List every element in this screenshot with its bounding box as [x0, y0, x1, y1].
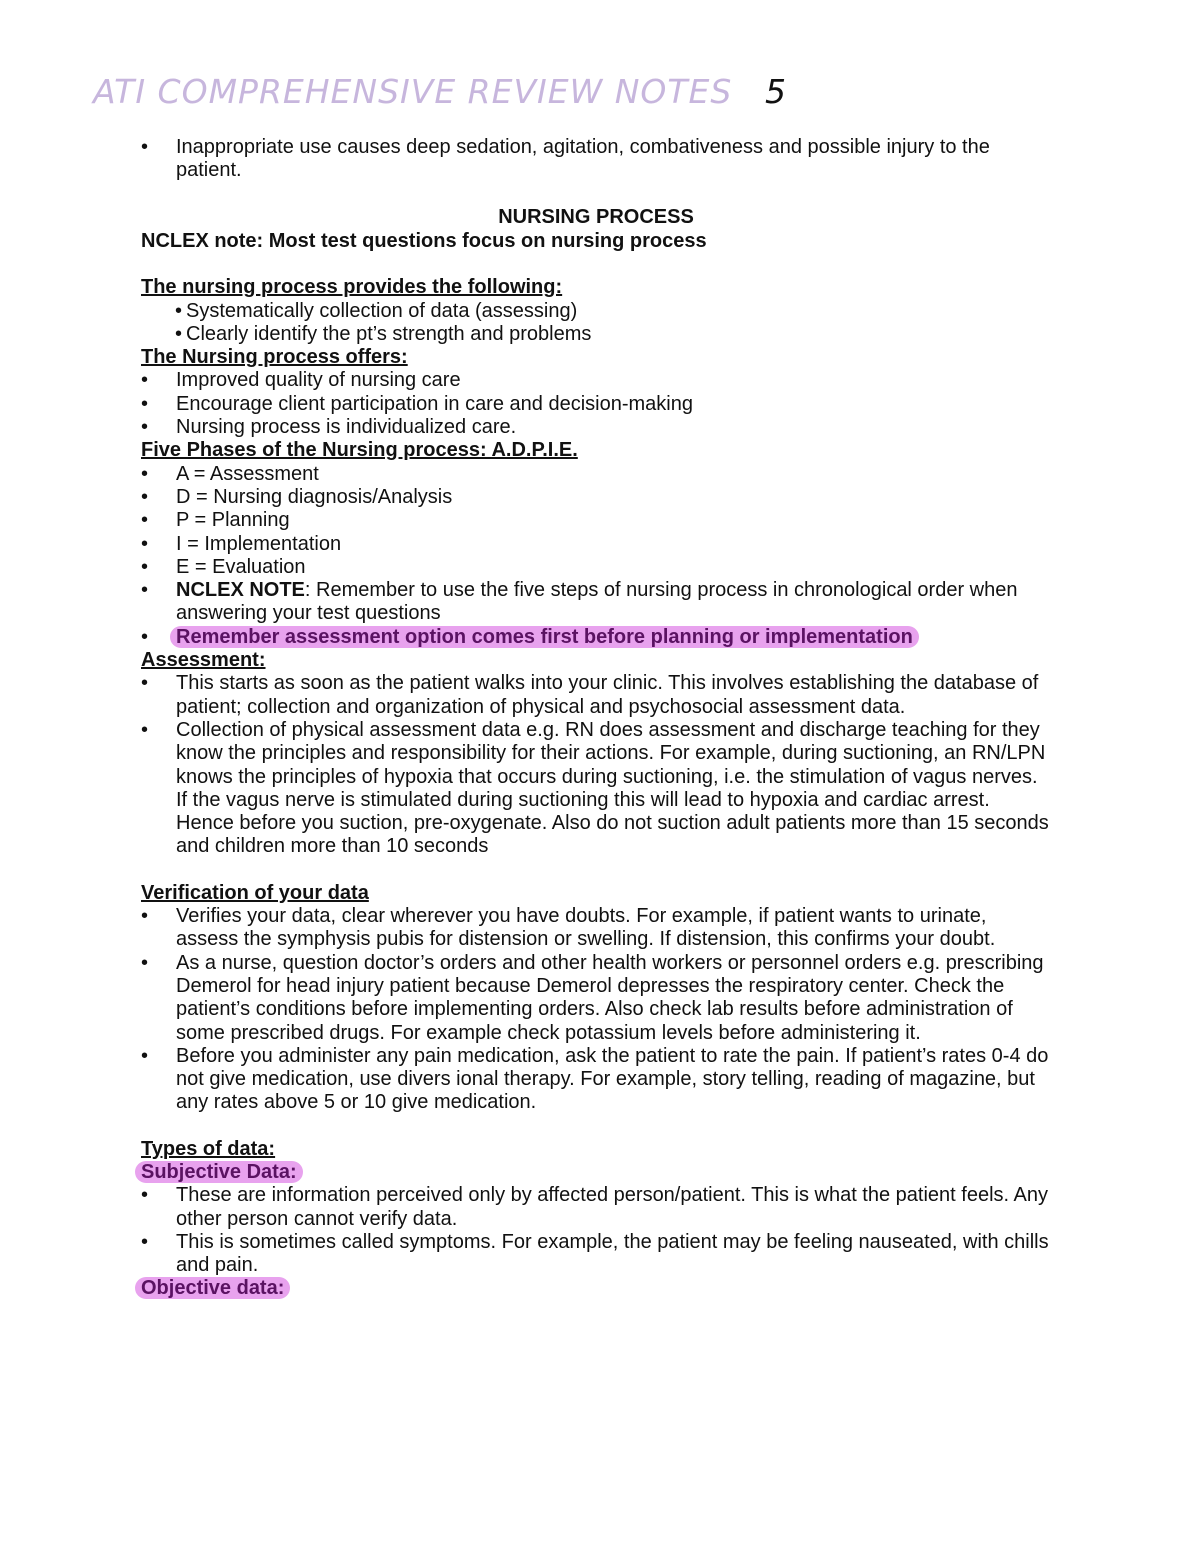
nclex-note-item: [141, 579, 1051, 626]
list-item: • Before you administer any pain medication, ask the patient to rate the pain. If patient’s rates 0-4 do not give medication, use divers ional therapy. For example, story telling, reading of magazine, but any rates above 5 or 10 give medication.: [141, 1045, 1051, 1115]
list-item: • E = Evaluation: [141, 556, 1051, 579]
list-item: • Verifies your data, clear wherever you have doubts. For example, if patient wants to urinate, assess the symphysis pubis for distension or swelling. If distension, this confirms your doubt.: [141, 905, 1051, 952]
list-item: • Improved quality of nursing care: [141, 369, 1051, 392]
verification-heading: Verification of your data: [141, 881, 369, 904]
list-item: • Encourage client participation in care and decision-making: [141, 393, 1051, 416]
provides-list: [141, 300, 1051, 347]
phases-list: [141, 463, 1051, 649]
subjective-data-label: Subjective Data:: [135, 1161, 303, 1183]
intro-section: [141, 136, 1051, 183]
list-item: • A = Assessment: [141, 463, 1051, 486]
offers-heading: The Nursing process offers:: [141, 346, 408, 369]
list-item: • This is sometimes called symptoms. For example, the patient may be feeling nauseated, with chills and pain.: [141, 1231, 1051, 1278]
provides-heading: The nursing process provides the following:: [141, 276, 563, 299]
assessment-list: [141, 672, 1051, 858]
nclex-note-text: : Remember to use the five steps of nursing process in chronological order when answering your test questions: [176, 579, 1018, 625]
nclex-note-label: NCLEX NOTE: [176, 579, 305, 602]
document-header-title: ATI COMPREHENSIVE REVIEW NOTES: [93, 72, 733, 111]
main-content: [141, 230, 1051, 1301]
list-item: • This starts as soon as the patient walks into your clinic. This involves establishing the database of patient; collection and organization of physical and psychosocial assessment data.: [141, 672, 1051, 719]
assessment-heading: Assessment:: [141, 649, 266, 672]
highlighted-item: [141, 626, 1051, 649]
list-item: • As a nurse, question doctor’s orders and other health workers or personnel orders e.g. prescribing Demerol for head injury patient because Demerol depresses the respiratory center. Check the patient’s conditions before implementing orders. Also check lab results before administration of some prescribed drugs. For example check potassium levels before administering it.: [141, 952, 1051, 1045]
list-item: • These are information perceived only by affected person/patient. This is what the patient feels. Any other person cannot verify data.: [141, 1184, 1051, 1231]
types-heading: Types of data:: [141, 1137, 276, 1160]
subjective-list: [141, 1184, 1051, 1277]
list-item: • I = Implementation: [141, 533, 1051, 556]
page-number: 5: [765, 72, 786, 111]
list-item: • P = Planning: [141, 509, 1051, 532]
list-item: • Clearly identify the pt’s strength and problems: [141, 323, 1051, 346]
objective-data-label: Objective data:: [135, 1277, 290, 1299]
section-title: NURSING PROCESS: [498, 206, 694, 228]
list-item: • Collection of physical assessment data e.g. RN does assessment and discharge teaching for they know the principles and responsibility for their actions. For example, during suctioning, an RN/LPN knows the principles of hypoxia that occurs during suctioning, i.e. the stimulation of vagus nerves. If the vagus nerve is stimulated during suctioning this will lead to hypoxia and cardiac arrest. Hence before you suction, pre-oxygenate. Also do not suction adult patients more than 15 seconds and children more than 10 seconds: [141, 719, 1051, 859]
list-item: • D = Nursing diagnosis/Analysis: [141, 486, 1051, 509]
offers-list: [141, 369, 1051, 439]
phases-heading: Five Phases of the Nursing process: A.D.P.I.E.: [141, 439, 578, 462]
list-item: • Inappropriate use causes deep sedation, agitation, combativeness and possible injury to the patient.: [141, 136, 1051, 183]
list-item: • Nursing process is individualized care.: [141, 416, 1051, 439]
list-item: • Systematically collection of data (assessing): [141, 300, 1051, 323]
verification-list: [141, 905, 1051, 1115]
highlight-text: Remember assessment option comes first before planning or implementation: [170, 626, 919, 648]
nclex-note-line: NCLEX note: Most test questions focus on nursing process: [141, 230, 707, 252]
